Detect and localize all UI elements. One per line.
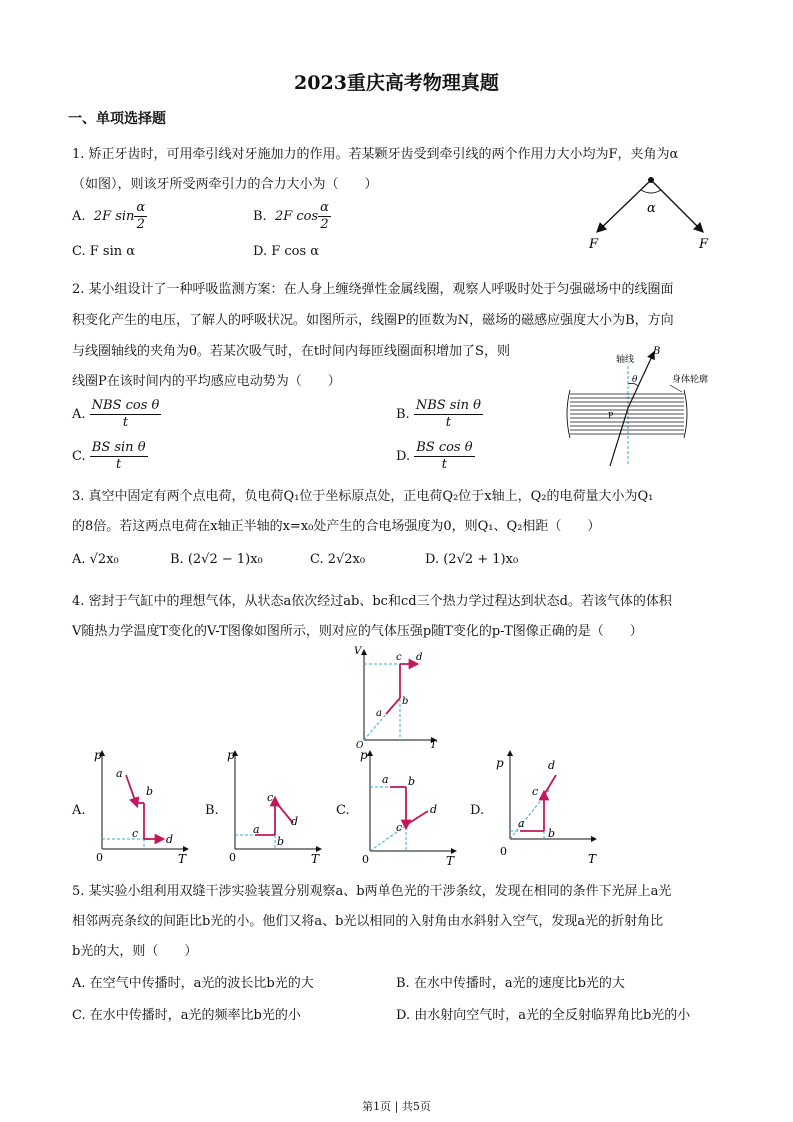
q2-body-outline-right xyxy=(684,390,687,438)
opt-a-a-label: a xyxy=(116,767,123,780)
q5-stem-line2: 相邻两亮条纹的间距比b光的小。他们又将a、b光以相同的入射角由水斜射入空气，发现a光的折射角比 xyxy=(72,914,664,929)
q5-stem-line1: 5. 某实验小组利用双缝干涉实验装置分别观察a、b两单色光的干涉条纹，发现在相同的条件下光屏上a光 xyxy=(72,884,672,899)
opt-b-t-label: T xyxy=(311,852,320,865)
page-title: 2023重庆高考物理真题 xyxy=(294,72,499,94)
q2-axis-label: 轴线 xyxy=(616,355,635,365)
q2-option-b: B. $\frac{\text{NBS sin θ}}{t}$ xyxy=(396,398,481,430)
opt-b-p-label: p xyxy=(227,748,235,762)
q2-theta-label: θ xyxy=(632,375,638,385)
q2-body-leader xyxy=(670,385,682,392)
q5-option-c: C. 在水中传播时，a光的频率比b光的小 xyxy=(72,1008,301,1023)
vt-segment-ab xyxy=(386,698,400,714)
q1-f-left-label: F xyxy=(589,237,599,252)
q1-option-b: B. 2F cos $\frac{\alpha}{2}$ xyxy=(253,200,329,232)
q4-option-c-label: C. xyxy=(336,803,350,818)
q1-option-c: C. F sin α xyxy=(72,244,136,259)
opt-b-c-label: c xyxy=(267,791,274,804)
section-heading: 一、单项选择题 xyxy=(68,111,166,127)
opt-a-t-label: T xyxy=(178,852,187,865)
q3-option-b: B. (2√2 − 1)x₀ xyxy=(170,552,263,567)
q5-stem-line3: b光的大，则（ ） xyxy=(72,944,198,959)
q4-stem-line1: 4. 密封于气缸中的理想气体，从状态a依次经过ab、bc和cd三个热力学过程达到状态d。若该气体的体积 xyxy=(72,594,672,609)
q2-coil-turns xyxy=(570,394,684,434)
q3-stem-line1: 3. 真空中固定有两个点电荷，负电荷Q₁位于坐标原点处，正电荷Q₂位于x轴上，Q₂的电荷量大小为Q₁ xyxy=(72,489,654,504)
vt-v-label: V xyxy=(354,646,362,657)
q5-option-a: A. 在空气中传播时，a光的波长比b光的大 xyxy=(72,976,314,991)
q4-option-b-label: B. xyxy=(205,803,219,818)
opt-c-d-label: d xyxy=(430,803,438,816)
q2-option-a: A. $\frac{\text{NBS cos θ}}{t}$ xyxy=(72,398,160,430)
opt-a-d-label: d xyxy=(166,833,174,846)
opt-a-origin-label: 0 xyxy=(96,851,103,864)
q4-option-a-label: A. xyxy=(72,803,86,818)
q4-option-d-label: D. xyxy=(470,803,485,818)
page-footer: 第1页 | 共5页 xyxy=(362,1100,431,1113)
q2-stem-line4: 线圈P在该时间内的平均感应电动势为（ ） xyxy=(72,374,341,389)
opt-d-d-label: d xyxy=(548,759,556,772)
opt-c-segment-cd xyxy=(406,811,428,825)
q4-vt-graph xyxy=(350,644,440,750)
q2-b-label: B xyxy=(653,346,661,357)
opt-c-a-label: a xyxy=(382,773,389,786)
opt-b-b-label: b xyxy=(277,835,285,848)
q2-body-label: 身体轮廓 xyxy=(672,375,709,385)
q2-option-c: C. $\frac{\text{BS sin θ}}{t}$ xyxy=(72,440,146,472)
q4-option-d-graph xyxy=(490,745,600,867)
opt-b-d-label: d xyxy=(291,815,299,828)
opt-c-origin-label: 0 xyxy=(362,853,369,866)
vt-a-label: a xyxy=(376,708,382,719)
q4-option-b-graph xyxy=(225,745,325,865)
opt-a-segment-ab xyxy=(126,775,136,803)
q1-alpha-label: α xyxy=(647,201,656,216)
vt-d-label: d xyxy=(416,652,423,663)
opt-c-p-label: p xyxy=(360,748,368,762)
q2-stem-line2: 积变化产生的电压，了解人的呼吸状况。如图所示，线圈P的匝数为N，磁场的磁感应强度大小为B，方向 xyxy=(72,313,674,328)
q3-stem-line2: 的8倍。若这两点电荷在x轴正半轴的x=x₀处产生的合电场强度为0，则Q₁、Q₂相距（ ） xyxy=(72,519,601,534)
q1-angle-arc xyxy=(641,190,661,193)
q2-body-outline-left xyxy=(567,390,570,438)
opt-d-b-label: b xyxy=(548,827,556,840)
opt-d-a-label: a xyxy=(518,817,525,830)
q3-option-a: A. √2x₀ xyxy=(72,552,119,567)
q1-force-right-arrow xyxy=(651,180,703,232)
q2-p-label: P xyxy=(608,411,614,420)
opt-a-c-label: c xyxy=(132,827,139,840)
opt-a-p-label: p xyxy=(94,748,102,762)
opt-d-segment-cd xyxy=(544,775,556,795)
opt-d-p-label: p xyxy=(496,756,504,770)
opt-a-b-label: b xyxy=(146,785,154,798)
q1-option-a: A. 2F sin $\frac{\alpha}{2}$ xyxy=(72,200,146,232)
vt-t-label: T xyxy=(430,740,437,750)
q1-stem-line2: （如图），则该牙所受两牵引力的合力大小为（ ） xyxy=(72,177,378,192)
q5-option-d: D. 由水射向空气时，a光的全反射临界角比b光的小 xyxy=(396,1008,691,1023)
vt-b-label: b xyxy=(402,696,409,707)
vt-c-label: c xyxy=(396,652,402,663)
opt-b-origin-label: 0 xyxy=(229,851,236,864)
q2-option-d: D. $\frac{\text{BS cos θ}}{t}$ xyxy=(396,440,473,472)
opt-c-c-label: c xyxy=(396,821,403,834)
q1-option-d: D. F cos α xyxy=(253,244,320,259)
opt-b-a-label: a xyxy=(253,823,260,836)
q2-stem-line3: 与线圈轴线的夹角为θ。若某次吸气时，在t时间内每匝线圈面积增加了S，则 xyxy=(72,344,510,359)
q1-force-left-arrow xyxy=(597,180,651,232)
opt-d-origin-label: 0 xyxy=(500,845,507,858)
q1-stem-line1: 1. 矫正牙齿时，可用牵引线对牙施加力的作用。若某颗牙齿受到牵引线的两个作用力大小均为F，夹角为α xyxy=(72,147,679,162)
opt-d-c-label: c xyxy=(532,785,539,798)
q4-option-a-graph xyxy=(92,745,192,865)
q3-option-d: D. (2√2 + 1)x₀ xyxy=(425,552,519,567)
q1-f-right-label: F xyxy=(699,237,709,252)
q4-option-c-graph xyxy=(356,745,460,869)
q4-stem-line2: V随热力学温度T变化的V-T图像如图所示，则对应的气体压强p随T变化的p-T图像正确的是（ ） xyxy=(72,624,643,639)
opt-c-b-label: b xyxy=(408,775,416,788)
opt-c-t-label: T xyxy=(446,854,455,868)
q5-option-b: B. 在水中传播时，a光的速度比b光的大 xyxy=(396,976,625,991)
vt-origin-label: O xyxy=(356,741,364,750)
q2-stem-line1: 2. 某小组设计了一种呼吸监测方案：在人身上缠绕弹性金属线圈，观察人呼吸时处于匀强磁场中的线圈面 xyxy=(72,282,674,297)
q2-coil-figure xyxy=(566,344,726,470)
opt-d-t-label: T xyxy=(588,852,597,866)
q3-option-c: C. 2√2x₀ xyxy=(310,552,366,567)
q1-force-figure xyxy=(585,172,720,257)
